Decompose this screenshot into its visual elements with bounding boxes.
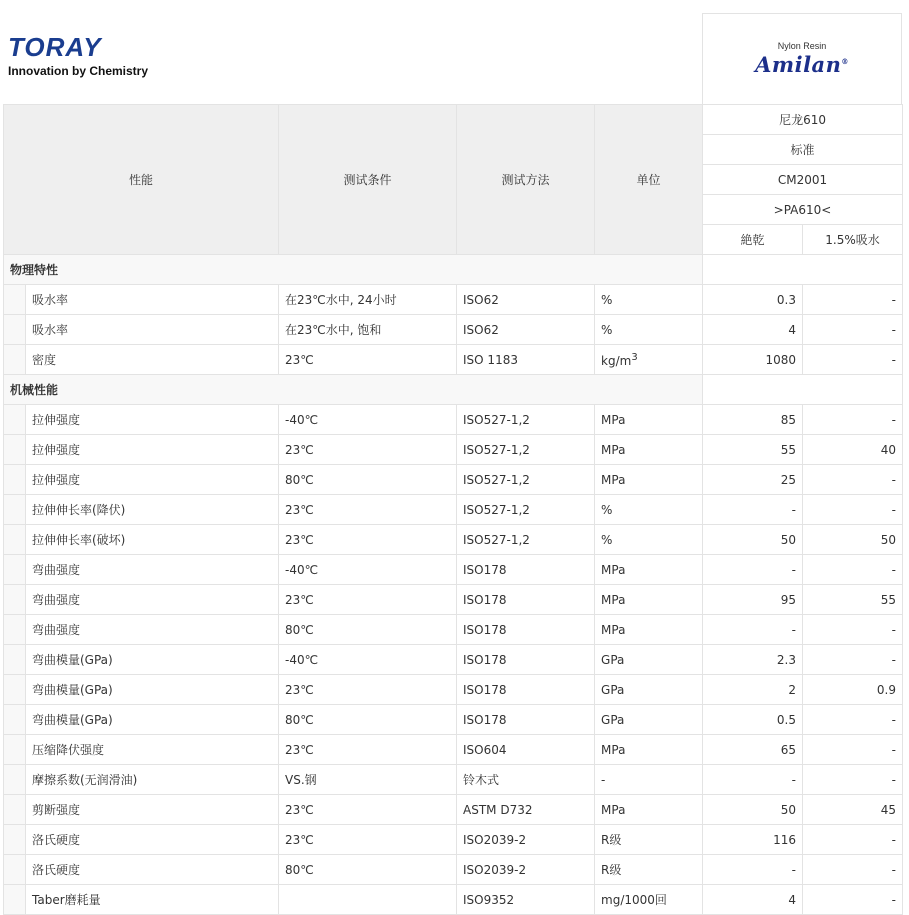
row-indent	[4, 405, 26, 435]
condition-cell: VS.钢	[279, 765, 457, 795]
condition-cell	[279, 885, 457, 915]
header-property: 性能	[4, 105, 279, 255]
method-cell: ISO178	[457, 555, 595, 585]
table-row	[4, 645, 903, 675]
row-indent	[4, 825, 26, 855]
section-spacer	[703, 375, 903, 405]
unit-cell: %	[595, 285, 703, 315]
unit-cell: %	[595, 525, 703, 555]
section-row	[4, 375, 903, 405]
table-row	[4, 435, 903, 465]
row-indent	[4, 345, 26, 375]
row-indent	[4, 435, 26, 465]
row-indent	[4, 675, 26, 705]
dry-value-cell: -	[703, 855, 803, 885]
method-cell: ISO2039-2	[457, 855, 595, 885]
wet-value-cell: 50	[803, 525, 903, 555]
table-row	[4, 615, 903, 645]
dry-value-cell: 0.5	[703, 705, 803, 735]
table-row	[4, 795, 903, 825]
row-indent	[4, 795, 26, 825]
resin-label: Nylon Resin	[777, 41, 827, 51]
method-cell: ISO178	[457, 705, 595, 735]
condition-cell: 23℃	[279, 495, 457, 525]
dry-value-cell: 95	[703, 585, 803, 615]
row-indent	[4, 495, 26, 525]
property-cell: 拉伸强度	[26, 405, 279, 435]
row-indent	[4, 885, 26, 915]
condition-cell: 23℃	[279, 525, 457, 555]
wet-value-cell: -	[803, 735, 903, 765]
table-row	[4, 345, 903, 375]
condition-cell: -40℃	[279, 645, 457, 675]
method-cell: 铃木式	[457, 765, 595, 795]
unit-cell: R级	[595, 855, 703, 885]
condition-cell: 80℃	[279, 615, 457, 645]
wet-value-cell: -	[803, 285, 903, 315]
method-cell: ISO178	[457, 615, 595, 645]
wet-value-cell: -	[803, 615, 903, 645]
condition-cell: -40℃	[279, 405, 457, 435]
table-row	[4, 495, 903, 525]
dry-value-cell: 65	[703, 735, 803, 765]
method-cell: ISO62	[457, 315, 595, 345]
wet-value-cell: -	[803, 345, 903, 375]
wet-value-cell: -	[803, 765, 903, 795]
row-indent	[4, 555, 26, 585]
table-row	[4, 405, 903, 435]
condition-cell: 23℃	[279, 795, 457, 825]
wet-value-cell: -	[803, 465, 903, 495]
unit-cell: MPa	[595, 585, 703, 615]
unit-cell	[595, 345, 703, 375]
dry-value-cell: 4	[703, 315, 803, 345]
property-cell: 洛氏硬度	[26, 855, 279, 885]
wet-value-cell: -	[803, 885, 903, 915]
unit-cell: GPa	[595, 705, 703, 735]
method-cell: ISO527-1,2	[457, 435, 595, 465]
method-cell: ISO527-1,2	[457, 525, 595, 555]
unit-cell: MPa	[595, 555, 703, 585]
method-cell: ISO527-1,2	[457, 465, 595, 495]
row-indent	[4, 285, 26, 315]
header-condition: 测试条件	[279, 105, 457, 255]
condition-cell: 23℃	[279, 735, 457, 765]
table-row	[4, 735, 903, 765]
property-cell: 拉伸强度	[26, 435, 279, 465]
property-cell: 拉伸伸长率(降伏)	[26, 495, 279, 525]
unit-cell: MPa	[595, 795, 703, 825]
condition-cell: 23℃	[279, 675, 457, 705]
header-method: 测试方法	[457, 105, 595, 255]
unit-cell: %	[595, 495, 703, 525]
method-cell: ISO9352	[457, 885, 595, 915]
property-cell: 弯曲模量(GPa)	[26, 705, 279, 735]
method-cell: ISO178	[457, 645, 595, 675]
wet-value-cell: -	[803, 555, 903, 585]
header-code: >PA610<	[703, 195, 903, 225]
table-row	[4, 465, 903, 495]
method-cell: ISO 1183	[457, 345, 595, 375]
toray-logo	[8, 34, 148, 78]
property-cell: 剪断强度	[26, 795, 279, 825]
dry-value-cell: 85	[703, 405, 803, 435]
unit-cell: MPa	[595, 615, 703, 645]
table-row	[4, 555, 903, 585]
header-grade: CM2001	[703, 165, 903, 195]
dry-value-cell: -	[703, 765, 803, 795]
wet-value-cell: 45	[803, 795, 903, 825]
condition-cell: 23℃	[279, 345, 457, 375]
wet-value-cell: -	[803, 825, 903, 855]
unit-cell: R级	[595, 825, 703, 855]
header-dry: 絶乾	[703, 225, 803, 255]
unit-cell: GPa	[595, 645, 703, 675]
property-cell: 吸水率	[26, 315, 279, 345]
method-cell: ISO527-1,2	[457, 495, 595, 525]
row-indent	[4, 855, 26, 885]
property-cell: 吸水率	[26, 285, 279, 315]
amilan-logo: Amilan®	[755, 52, 849, 77]
header-wet: 1.5%吸水	[803, 225, 903, 255]
table-row	[4, 675, 903, 705]
property-cell: 拉伸强度	[26, 465, 279, 495]
unit-cell: mg/1000回	[595, 885, 703, 915]
unit-text: kg/m	[601, 353, 632, 368]
property-cell: 密度	[26, 345, 279, 375]
method-cell: ISO2039-2	[457, 825, 595, 855]
dry-value-cell: 50	[703, 525, 803, 555]
dry-value-cell: 25	[703, 465, 803, 495]
condition-cell: 在23℃水中, 24小时	[279, 285, 457, 315]
wet-value-cell: -	[803, 405, 903, 435]
dry-value-cell: -	[703, 555, 803, 585]
dry-value-cell: 55	[703, 435, 803, 465]
method-cell: ISO178	[457, 675, 595, 705]
property-cell: 弯曲强度	[26, 585, 279, 615]
property-cell: 弯曲强度	[26, 555, 279, 585]
condition-cell: 在23℃水中, 饱和	[279, 315, 457, 345]
row-indent	[4, 645, 26, 675]
unit-cell: GPa	[595, 675, 703, 705]
method-cell: ASTM D732	[457, 795, 595, 825]
wet-value-cell: -	[803, 495, 903, 525]
section-spacer	[703, 255, 903, 285]
section-row	[4, 255, 903, 285]
wet-value-cell: -	[803, 645, 903, 675]
wet-value-cell: 0.9	[803, 675, 903, 705]
table-row	[4, 885, 903, 915]
row-indent	[4, 465, 26, 495]
unit-cell: MPa	[595, 435, 703, 465]
section-title: 物理特性	[4, 255, 703, 285]
section-title: 机械性能	[4, 375, 703, 405]
unit-cell: MPa	[595, 465, 703, 495]
product-logo-box	[702, 13, 902, 104]
table-row	[4, 585, 903, 615]
brand-name: TORAY	[8, 32, 102, 62]
property-cell: Taber磨耗量	[26, 885, 279, 915]
header-grade-type: 标准	[703, 135, 903, 165]
wet-value-cell: 55	[803, 585, 903, 615]
table-row	[4, 705, 903, 735]
wet-value-cell: -	[803, 855, 903, 885]
method-cell: ISO527-1,2	[457, 405, 595, 435]
wet-value-cell: -	[803, 705, 903, 735]
method-cell: ISO178	[457, 585, 595, 615]
condition-cell: -40℃	[279, 555, 457, 585]
row-indent	[4, 735, 26, 765]
property-cell: 洛氏硬度	[26, 825, 279, 855]
condition-cell: 23℃	[279, 825, 457, 855]
row-indent	[4, 585, 26, 615]
header-material: 尼龙610	[703, 105, 903, 135]
brand-tagline: Innovation by Chemistry	[8, 64, 149, 78]
property-cell: 弯曲强度	[26, 615, 279, 645]
dry-value-cell: 4	[703, 885, 803, 915]
unit-cell: MPa	[595, 405, 703, 435]
page-header	[0, 0, 909, 104]
method-cell: ISO604	[457, 735, 595, 765]
dry-value-cell: 0.3	[703, 285, 803, 315]
header-unit: 单位	[595, 105, 703, 255]
condition-cell: 80℃	[279, 855, 457, 885]
table-row	[4, 285, 903, 315]
table-row	[4, 525, 903, 555]
property-cell: 摩擦系数(无润滑油)	[26, 765, 279, 795]
dry-value-cell: 50	[703, 795, 803, 825]
properties-table	[3, 104, 903, 915]
method-cell: ISO62	[457, 285, 595, 315]
dry-value-cell: 2	[703, 675, 803, 705]
unit-superscript: 3	[631, 351, 638, 363]
dry-value-cell: 116	[703, 825, 803, 855]
row-indent	[4, 705, 26, 735]
dry-value-cell: -	[703, 495, 803, 525]
condition-cell: 80℃	[279, 705, 457, 735]
row-indent	[4, 315, 26, 345]
condition-cell: 23℃	[279, 585, 457, 615]
dry-value-cell: 2.3	[703, 645, 803, 675]
table-row	[4, 315, 903, 345]
row-indent	[4, 615, 26, 645]
property-cell: 弯曲模量(GPa)	[26, 675, 279, 705]
unit-cell: -	[595, 765, 703, 795]
row-indent	[4, 525, 26, 555]
dry-value-cell: -	[703, 615, 803, 645]
unit-cell: %	[595, 315, 703, 345]
condition-cell: 80℃	[279, 465, 457, 495]
property-cell: 拉伸伸长率(破坏)	[26, 525, 279, 555]
dry-value-cell: 1080	[703, 345, 803, 375]
table-row	[4, 825, 903, 855]
wet-value-cell: 40	[803, 435, 903, 465]
condition-cell: 23℃	[279, 435, 457, 465]
property-cell: 弯曲模量(GPa)	[26, 645, 279, 675]
wet-value-cell: -	[803, 315, 903, 345]
property-cell: 压缩降伏强度	[26, 735, 279, 765]
table-row	[4, 765, 903, 795]
table-row	[4, 855, 903, 885]
unit-cell: MPa	[595, 735, 703, 765]
row-indent	[4, 765, 26, 795]
